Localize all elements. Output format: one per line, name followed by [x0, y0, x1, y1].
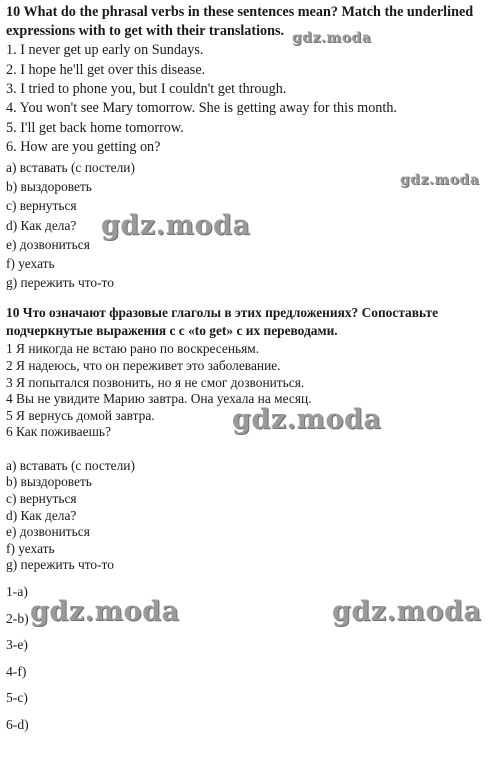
option-en-a: a) вставать (с постели): [6, 160, 135, 175]
watermark: gdz.moda: [332, 596, 482, 627]
sentence-ru-6: 6 Как поживаешь?: [6, 424, 111, 439]
sentence-ru-5: 5 Я вернусь домой завтра.: [6, 408, 155, 423]
sentence-ru-1: 1 Я никогда не встаю рано по воскресеньям.: [6, 341, 260, 356]
sentence-en-4: 4. You won't see Mary tomorrow. She is getting away for this month.: [6, 100, 397, 116]
exercise-heading-ru-line1: 10 Что означают фразовые глаголы в этих предложениях? Сопоставьте: [6, 305, 439, 320]
option-ru-a: a) вставать (с постели): [6, 458, 135, 473]
answer-6: 6-d): [6, 717, 29, 732]
sentence-ru-4: 4 Вы не увидите Марию завтра. Она уехала на месяц.: [6, 391, 312, 406]
exercise-heading-en-line2: expressions with to get with their translations.: [6, 23, 285, 39]
exercise-heading-ru-line2: подчеркнутые выражения с с «to get» с их переводами.: [6, 323, 338, 338]
sentence-en-6: 6. How are you getting on?: [6, 139, 161, 155]
sentence-en-1: 1. I never get up early on Sundays.: [6, 42, 204, 58]
sentence-en-3: 3. I tried to phone you, but I couldn't get through.: [6, 81, 287, 97]
watermark: gdz.moda: [30, 596, 180, 627]
sentence-en-2: 2. I hope he'll get over this disease.: [6, 62, 206, 78]
exercise-heading-en-line1: 10 What do the phrasal verbs in these sentences mean? Match the underlined: [6, 4, 474, 20]
option-ru-c: c) вернуться: [6, 491, 77, 506]
sentence-en-5: 5. I'll get back home tomorrow.: [6, 120, 184, 136]
watermark: gdz.moda: [292, 30, 372, 46]
option-ru-b: b) выздороветь: [6, 474, 92, 489]
option-en-c: c) вернуться: [6, 198, 77, 213]
watermark: gdz.moda: [400, 172, 480, 188]
answer-4: 4-f): [6, 664, 27, 679]
option-ru-g: g) пережить что-то: [6, 557, 114, 572]
answer-3: 3-e): [6, 637, 28, 652]
option-ru-d: d) Как дела?: [6, 508, 77, 523]
watermark: gdz.moda: [101, 210, 251, 241]
answer-5: 5-c): [6, 690, 28, 705]
answer-1: 1-a): [6, 584, 28, 599]
answer-2: 2-b): [6, 611, 29, 626]
option-en-g: g) пережить что-то: [6, 275, 114, 290]
sentence-ru-3: 3 Я попытался позвонить, но я не смог дозвониться.: [6, 375, 305, 390]
option-ru-e: e) дозвониться: [6, 524, 90, 539]
option-en-d: d) Как дела?: [6, 218, 77, 233]
watermark: gdz.moda: [232, 404, 382, 435]
sentence-ru-2: 2 Я надеюсь, что он переживет это заболевание.: [6, 358, 281, 373]
option-ru-f: f) уехать: [6, 541, 55, 556]
option-en-f: f) уехать: [6, 256, 55, 271]
option-en-e: e) дозвониться: [6, 237, 90, 252]
option-en-b: b) выздороветь: [6, 179, 92, 194]
